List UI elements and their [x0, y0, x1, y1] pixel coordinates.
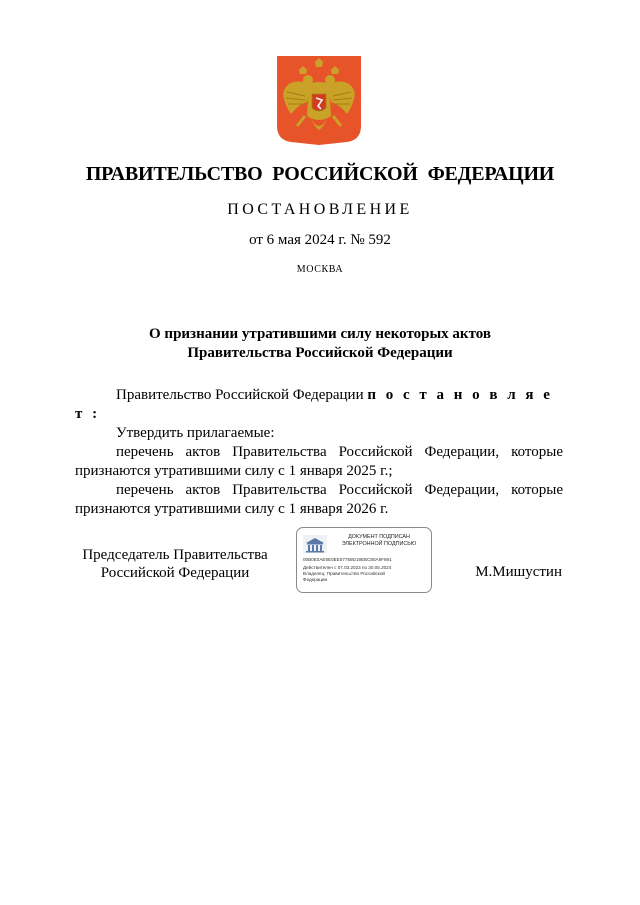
signer-title-line-1: Председатель Правительства	[82, 547, 268, 563]
stamp-validity: Действителен с 07.03.2023 по 30.05.2024	[303, 565, 392, 570]
stamp-heading-line-1: ДОКУМЕНТ ПОДПИСАН	[348, 534, 410, 540]
signer-name: М.Мишустин	[475, 564, 562, 580]
coat-of-arms-icon	[277, 56, 361, 145]
subject-line-1: О признании утратившими силу некоторых актов	[149, 326, 491, 342]
body-p1-decree: п о с т а н о в л я е т :	[75, 387, 553, 422]
signer-title	[68, 546, 282, 582]
building-icon	[303, 535, 327, 553]
document-date-number: от 6 мая 2024 г. № 592	[249, 232, 391, 248]
document-city: МОСКВА	[296, 264, 344, 275]
body-paragraph-1	[75, 386, 563, 424]
stamp-owner-line-2: Федерации	[303, 577, 328, 582]
stamp-heading	[329, 534, 429, 548]
e-signature-stamp	[296, 527, 432, 593]
stamp-certificate: 00B0E0AE6E0EE07759D19EBC80A9F891	[303, 557, 392, 562]
body-paragraph-3: перечень актов Правительства Российской Федерации, которые признаются утратившими силу с 1 января 2025 г.;	[75, 444, 563, 479]
subject-line-2: Правительства Российской Федерации	[187, 345, 453, 361]
government-title: ПРАВИТЕЛЬСТВО РОССИЙСКОЙ ФЕДЕРАЦИИ	[85, 163, 555, 185]
stamp-heading-line-2: ЭЛЕКТРОННОЙ ПОДПИСЬЮ	[341, 541, 417, 547]
document-body	[75, 386, 563, 519]
document-type: ПОСТАНОВЛЕНИЕ	[227, 201, 413, 218]
signer-title-line-2: Российской Федерации	[100, 565, 250, 581]
document-subject	[0, 325, 640, 363]
body-paragraph-2: Утвердить прилагаемые:	[116, 425, 275, 441]
stamp-owner-line-1: Владелец: Правительство Российской	[303, 571, 385, 576]
body-paragraph-4: перечень актов Правительства Российской Федерации, которые признаются утратившими силу с 1 января 2026 г.	[75, 482, 563, 517]
body-p1-text: Правительство Российской Федерации	[116, 387, 368, 403]
